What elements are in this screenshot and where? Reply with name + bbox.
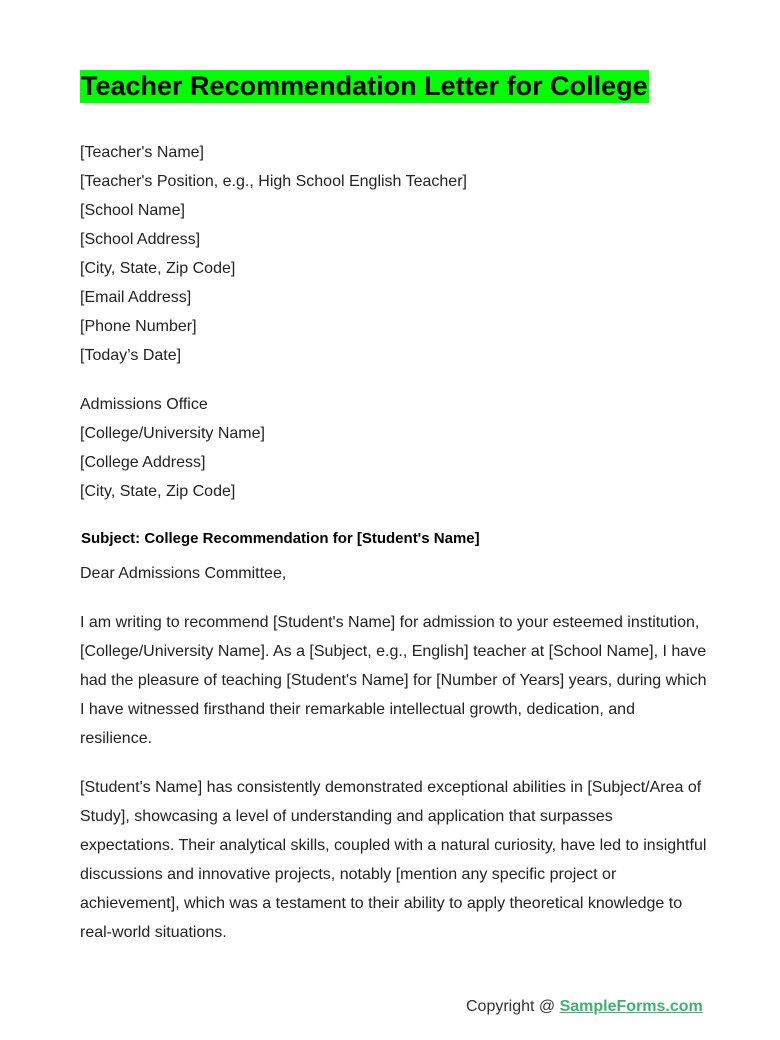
sender-line: [Email Address] xyxy=(80,289,192,306)
copyright-text: Copyright @ xyxy=(466,998,560,1015)
sender-line: [Teacher's Name] xyxy=(80,144,204,161)
page-title: Teacher Recommendation Letter for College xyxy=(81,71,648,101)
body-paragraph: [Student's Name] has consistently demonstrated exceptional abilities in [Subject/Area of Study], showcasing a level of understanding and application that surpasses expectations. Their analytical skills, coupled with a natural curiosity, have led to insightful discussions and innovative projects, notably [mention any specific project or achievement], which was a testament to their ability to apply theoretical knowledge to real-world situations. xyxy=(80,779,707,941)
brand-link[interactable]: SampleForms.com xyxy=(559,998,703,1015)
recipient-address-block xyxy=(80,390,265,506)
sender-address-block xyxy=(80,138,467,370)
copyright-footer xyxy=(466,996,703,1018)
recipient-line: Admissions Office xyxy=(80,396,208,413)
sender-line: [School Name] xyxy=(80,202,185,219)
sender-line: [Today’s Date] xyxy=(80,347,182,364)
recipient-line: [College/University Name] xyxy=(80,425,265,442)
sender-line: [City, State, Zip Code] xyxy=(80,260,236,277)
sender-line: [Phone Number] xyxy=(80,318,197,335)
body-paragraph: I am writing to recommend [Student's Name] for admission to your esteemed institution, [College/University Name]. As a [Subject, e.g., English] teacher at [School Name], I have had the pleasure of teaching [Student's Name] for [Number of Years] years, during which I have witnessed firsthand their remarkable intellectual growth, dedication, and resilience. xyxy=(80,614,707,747)
salutation: Dear Admissions Committee, xyxy=(80,565,287,582)
sender-line: [Teacher's Position, e.g., High School English Teacher] xyxy=(80,173,467,190)
subject-line: Subject: College Recommendation for [Student's Name] xyxy=(81,530,480,547)
sender-line: [School Address] xyxy=(80,231,201,248)
recipient-line: [College Address] xyxy=(80,454,206,471)
recipient-line: [City, State, Zip Code] xyxy=(80,483,236,500)
